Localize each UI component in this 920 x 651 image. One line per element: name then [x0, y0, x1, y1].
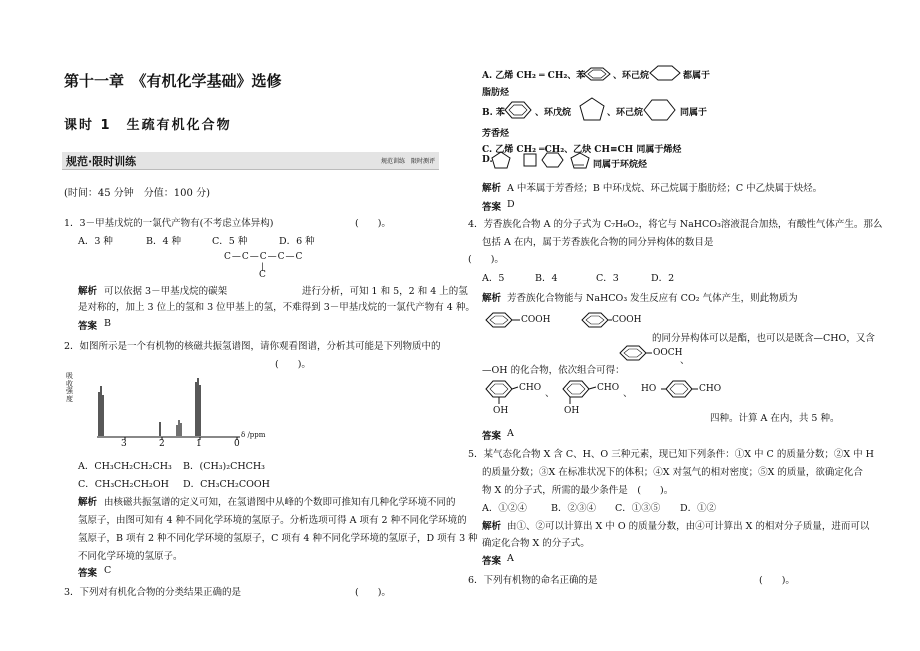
q3-option-b-3: 、环己烷 — [607, 108, 644, 118]
q1-option-c: C．5 种 — [212, 236, 248, 247]
q2-answer: C — [104, 565, 112, 576]
q5-stem-2: 的质量分数；③X 在标准状况下的体积；④X 对氢气的相对密度；⑤X 的质量，欲确定化合 — [482, 467, 863, 478]
q4-option-b: B．4 — [535, 273, 558, 284]
benzene-ring-icon — [486, 381, 518, 404]
q3-analysis: A 中苯属于芳香烃；B 中环戊烷、环己烷属于脂肪烃；C 中乙炔属于炔烃。 — [507, 183, 823, 194]
q1-skeleton-top: C—C—C—C—C — [224, 252, 304, 262]
q4-ooch: OOCH — [653, 348, 683, 358]
q4-oh-1: OH — [493, 406, 509, 416]
q5-option-d: D．①② — [680, 503, 717, 514]
q3-stem: 3．下列对有机化合物的分类结果正确的是 — [64, 587, 242, 598]
q4-stem-1: 4．芳香族化合物 A 的分子式为 C₇H₆O₂，将它与 NaHCO₃溶液混合加热，有酸性气体产生。那么 — [468, 219, 883, 230]
q1-analysis-1b: 进行分析，可知 1 和 5，2 和 4 上的氢 — [302, 286, 468, 297]
q3-option-a-4: 脂肪烃 — [482, 88, 510, 98]
q4-cho-2: CHO — [597, 383, 620, 393]
q3-analysis-label: 解析 — [482, 183, 502, 194]
q2-analysis-2: 氢原子，由图可知有 4 种不同化学环境的氢原子。分析选项可得 A 项有 2 种不同化学环境的 — [78, 515, 467, 526]
q4-sep-2: 、 — [623, 388, 633, 399]
time-info: (时间：45 分钟 分值：100 分) — [64, 188, 210, 199]
q1-stem: 1．3－甲基戊烷的一氯代产物有(不考虑立体异构) — [64, 218, 274, 229]
q4-after-ooch: 、 — [680, 355, 690, 366]
q3-paren: ( )。 — [355, 587, 391, 598]
q3-option-b-2: 、环戊烷 — [535, 108, 572, 118]
benzene-ring-icon — [661, 381, 698, 397]
q2-option-b: B．(CH₃)₂CHCH₃ — [183, 461, 265, 472]
q2-option-d: D．CH₃CH₂COOH — [183, 479, 270, 490]
q4-option-d: D．2 — [651, 273, 675, 284]
q4-cho-3: CHO — [699, 384, 722, 394]
q2-paren: ( )。 — [275, 359, 311, 370]
q3-option-a-2: 、环己烷 — [613, 71, 650, 81]
q3-option-b-5: 芳香烃 — [482, 129, 510, 139]
q5-answer: A — [507, 553, 514, 564]
q5-option-c: C．①③⑤ — [615, 503, 661, 514]
q4-paren: ( )。 — [468, 254, 504, 265]
q1-paren: ( )。 — [355, 218, 391, 229]
q4-oh-2: OH — [564, 406, 580, 416]
q2-analysis-4: 不同化学环境的氢原子。 — [78, 551, 183, 562]
q6-paren: ( )。 — [759, 575, 795, 586]
nmr-tick-2: 2 — [159, 439, 165, 449]
q4-option-c: C．3 — [596, 273, 619, 284]
q4-cho-1: CHO — [519, 383, 542, 393]
q3-answer: D — [507, 199, 515, 210]
benzene-ring-icon — [486, 313, 520, 327]
q2-option-c: C．CH₃CH₂CH₂OH — [78, 479, 169, 490]
q1-answer: B — [104, 318, 111, 329]
q2-analysis-3: 氢原子，B 项有 2 种不同化学环境的氢原子，C 项有 4 种不同化学环境的氢原子，D 项有 3 种 — [78, 533, 478, 544]
q4-analysis-3: —OH 的化合物，依次组合可得： — [482, 365, 625, 376]
q5-analysis-1: 由①、②可以计算出 X 中 O 的质量分数，由④可计算出 X 的相对分子质量，进而可以 — [507, 521, 870, 532]
q1-option-b: B．4 种 — [146, 236, 182, 247]
q5-analysis-label: 解析 — [482, 521, 502, 532]
q5-stem-1: 5．某气态化合物 X 含 C、H、O 三种元素，现已知下列条件：①X 中 C 的质量分数；②X 中 H — [468, 449, 874, 460]
q3-option-b-4: 同属于 — [680, 108, 708, 118]
q2-analysis-1: 由核磁共振氢谱的定义可知，在氢谱图中从峰的个数即可推知有几种化学环境不同的 — [104, 497, 456, 508]
lesson-title: 课时 1 生疏有机化合物 — [64, 118, 232, 133]
q2-analysis-label: 解析 — [78, 497, 98, 508]
q5-option-a: A．①②④ — [482, 503, 527, 514]
q3-option-b-1: B. 苯 — [482, 108, 505, 118]
q3-answer-label: 答案 — [482, 202, 502, 213]
q1-analysis-2: 是对称的，加上 3 位上的氢和 3 位甲基上的氢，不难得到 3－甲基戊烷的一氯代产物有 4 种。 — [78, 302, 475, 313]
q4-sep-1: 、 — [545, 388, 555, 399]
q1-analysis-label: 解析 — [78, 286, 98, 297]
q4-answer: A — [507, 428, 514, 439]
benzene-ring-icon — [620, 346, 652, 360]
q4-ho-prefix: HO — [641, 384, 657, 394]
q5-stem-3: 物 X 的分子式，所需的最少条件是 ( )。 — [482, 485, 674, 496]
nmr-tick-0: 0 — [234, 439, 240, 449]
q3-option-a-1: A. 乙烯 CH₂ ═ CH₂、苯 — [482, 71, 586, 81]
q4-cooh-1: COOH — [521, 315, 551, 325]
q1-option-d: D．6 种 — [279, 236, 315, 247]
benzene-ring-icon — [563, 381, 596, 404]
q4-option-a: A．5 — [482, 273, 505, 284]
q4-analysis-4: 四种。计算 A 在内，共 5 种。 — [710, 413, 840, 424]
q1-option-a: A．3 种 — [78, 236, 113, 247]
nmr-tick-3: 3 — [121, 439, 127, 449]
q2-stem: 2．如图所示是一个有机物的核磁共振氢谱图，请你观看图谱，分析其可能是下列物质中的 — [64, 341, 441, 352]
q1-answer-label: 答案 — [78, 321, 98, 332]
q5-answer-label: 答案 — [482, 556, 502, 567]
q4-cooh-2: COOH — [612, 315, 642, 325]
q5-option-b: B．②③④ — [551, 503, 596, 514]
q3-option-a-3: 都属于 — [683, 71, 711, 81]
banner-subtitle: 规范训练 限时测评 — [380, 158, 435, 165]
nmr-tick-1: 1 — [196, 439, 202, 449]
q1-analysis-1: 可以依据 3－甲基戊烷的碳架 — [104, 286, 228, 297]
q4-analysis-2: 的同分异构体可以是酯，也可以是既含—CHO，又含 — [652, 333, 875, 344]
q2-option-a: A．CH₃CH₂CH₂CH₃ — [78, 461, 172, 472]
q3-option-d-1: D. — [482, 155, 493, 165]
q1-skeleton-bond: | — [261, 262, 264, 271]
chapter-title: 第十一章 《有机化学基础》选修 — [64, 72, 282, 90]
q2-answer-label: 答案 — [78, 568, 98, 579]
nmr-xunit: δ /ppm — [241, 431, 266, 439]
q1-skeleton-bottom: C — [259, 270, 266, 280]
benzene-ring-icon — [582, 313, 612, 327]
q5-analysis-2: 确定化合物 X 的分子式。 — [482, 538, 590, 549]
q3-option-d-2: 同属于环烷烃 — [593, 160, 648, 170]
q4-stem-2: 包括 A 在内，属于芳香族化合物的同分异构体的数目是 — [482, 237, 714, 248]
q4-analysis-1: 芳香族化合物能与 NaHCO₃ 发生反应有 CO₂ 气体产生，则此物质为 — [507, 293, 798, 304]
banner-title: 规范·限时训练 — [66, 155, 137, 168]
nmr-ylabel: 吸 收 强 度 — [66, 372, 73, 403]
q3-option-c: C. 乙烯 CH₂ ═CH₂、乙炔 CH≡CH 同属于烯烃 — [482, 145, 682, 155]
q4-answer-label: 答案 — [482, 431, 502, 442]
q6-stem: 6．下列有机物的命名正确的是 — [468, 575, 598, 586]
q4-analysis-label: 解析 — [482, 293, 502, 304]
